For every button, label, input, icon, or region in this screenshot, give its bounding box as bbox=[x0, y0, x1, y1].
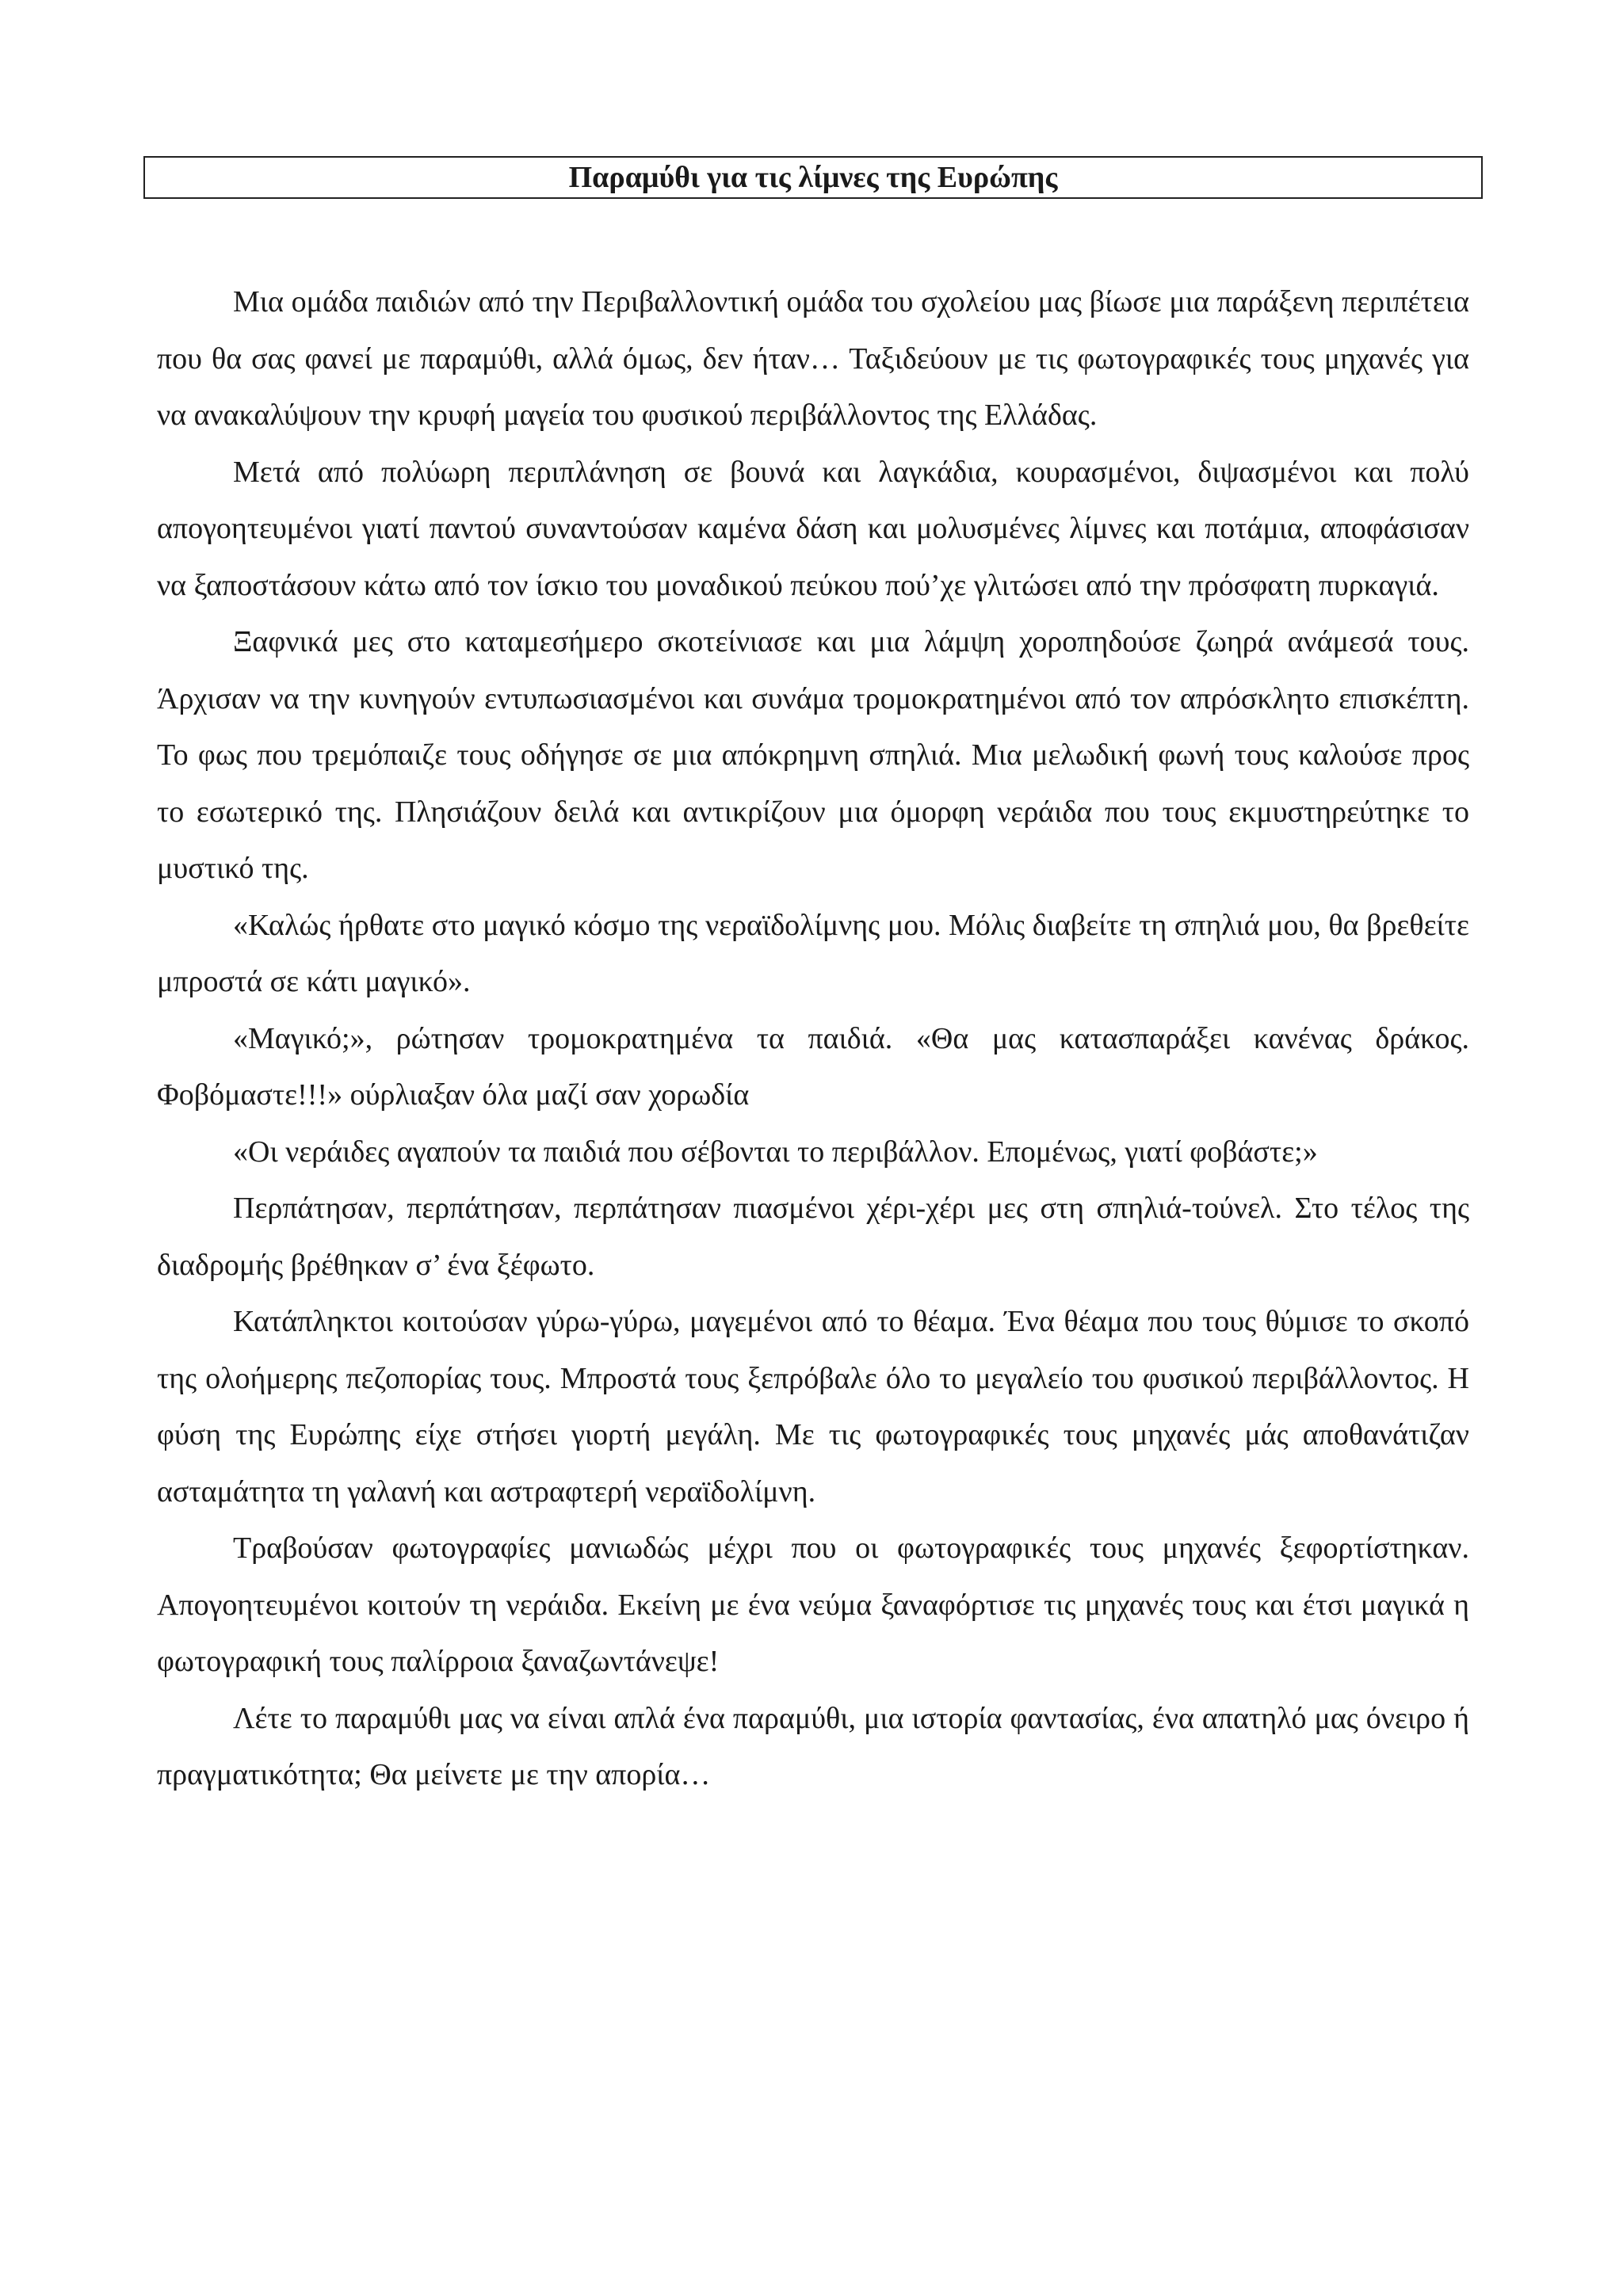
paragraph: «Οι νεράιδες αγαπούν τα παιδιά που σέβονται το περιβάλλον. Επομένως, γιατί φοβάστε;» bbox=[233, 1135, 1318, 1169]
paragraph: Μετά από πολύωρη περιπλάνηση σε βουνά και λαγκάδια, κουρασμένοι, διψασμένοι και πολύ απογοητευμένοι γιατί παντού συναντούσαν καμένα δάση και μολυσμένες λίμνες και ποτάμια, αποφάσισαν να ξαποστάσουν κάτω από τον ίσκιο του μοναδικού πεύκου πού’χε γλιτώσει από την πρόσφατη πυρκαγιά. bbox=[157, 455, 1469, 602]
title-box bbox=[143, 156, 1483, 199]
paragraph: Μια ομάδα παιδιών από την Περιβαλλοντική ομάδα του σχολείου μας βίωσε μια παράξενη περιπέτεια που θα σας φανεί με παραμύθι, αλλά όμως, δεν ήταν… Ταξιδεύουν με τις φωτογραφικές τους μηχανές για να ανακαλύψουν την κρυφή μαγεία του φυσικού περιβάλλοντος της Ελλάδας. bbox=[157, 285, 1469, 432]
paragraph: «Καλώς ήρθατε στο μαγικό κόσμο της νεραϊδολίμνης μου. Μόλις διαβείτε τη σπηλιά μου, θα βρεθείτε μπροστά σε κάτι μαγικό». bbox=[157, 908, 1469, 998]
paragraph: Κατάπληκτοι κοιτούσαν γύρω-γύρω, μαγεμένοι από το θέαμα. Ένα θέαμα που τους θύμισε το σκοπό της ολοήμερης πεζοπορίας τους. Μπροστά τους ξεπρόβαλε όλο το μεγαλείο του φυσικού περιβάλλοντος. Η φύση της Ευρώπης είχε στήσει γιορτή μεγάλη. Με τις φωτογραφικές τους μηχανές μάς αποθανάτιζαν ασταμάτητα τη γαλανή και αστραφτερή νεραϊδολίμνη. bbox=[157, 1305, 1469, 1508]
paragraph: Ξαφνικά μες στο καταμεσήμερο σκοτείνιασε και μια λάμψη χοροπηδούσε ζωηρά ανάμεσά τους. Άρχισαν να την κυνηγούν εντυπωσιασμένοι και συνάμα τρομοκρατημένοι από τον απρόσκλητο επισκέπτη. Το φως που τρεμόπαιζε τους οδήγησε σε μια απόκρημνη σπηλιά. Μια μελωδική φωνή τους καλούσε προς το εσωτερικό της. Πλησιάζουν δειλά και αντικρίζουν μια όμορφη νεράιδα που τους εκμυστηρεύτηκε το μυστικό της. bbox=[157, 625, 1469, 885]
document-title: Παραμύθι για τις λίμνες της Ευρώπης bbox=[568, 161, 1058, 194]
paragraph: Τραβούσαν φωτογραφίες μανιωδώς μέχρι που οι φωτογραφικές τους μηχανές ξεφορτίστηκαν. Απογοητευμένοι κοιτούν τη νεράιδα. Εκείνη με ένα νεύμα ξαναφόρτισε τις μηχανές τους και έτσι μαγικά η φωτογραφική τους παλίρροια ξαναζωντάνεψε! bbox=[157, 1531, 1469, 1678]
document-body bbox=[157, 274, 1469, 1804]
paragraph: Περπάτησαν, περπάτησαν, περπάτησαν πιασμένοι χέρι-χέρι μες στη σπηλιά-τούνελ. Στο τέλος της διαδρομής βρέθηκαν σ’ ένα ξέφωτο. bbox=[157, 1192, 1469, 1282]
paragraph: «Μαγικό;», ρώτησαν τρομοκρατημένα τα παιδιά. «Θα μας κατασπαράξει κανένας δράκος. Φοβόμαστε!!!» ούρλιαξαν όλα μαζί σαν χορωδία bbox=[157, 1021, 1469, 1112]
paragraph: Λέτε το παραμύθι μας να είναι απλά ένα παραμύθι, μια ιστορία φαντασίας, ένα απατηλό μας όνειρο ή πραγματικότητα; Θα μείνετε με την απορία… bbox=[157, 1701, 1469, 1791]
